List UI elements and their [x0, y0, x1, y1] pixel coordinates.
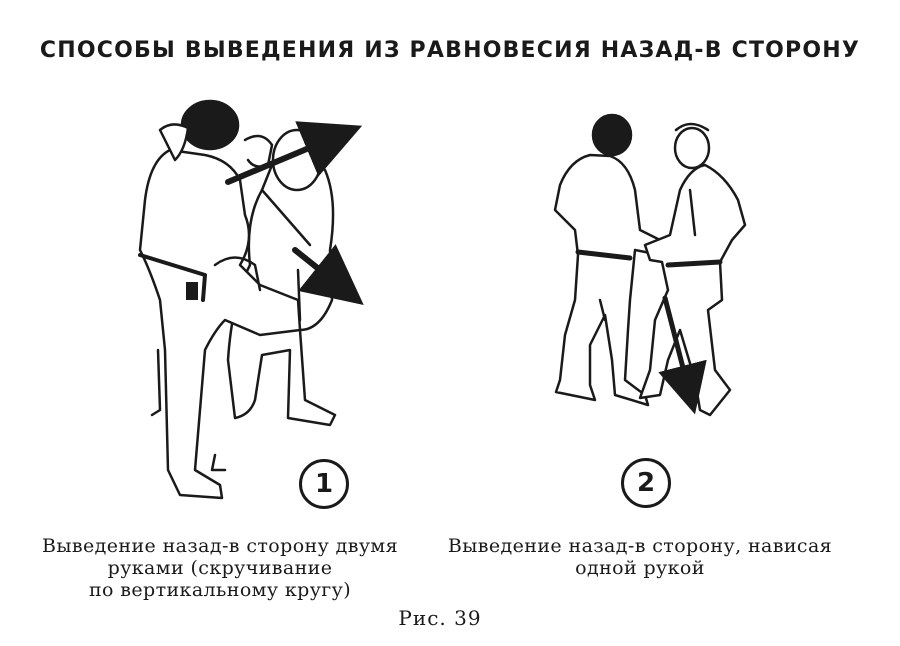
page-title: СПОСОБЫ ВЫВЕДЕНИЯ ИЗ РАВНОВЕСИЯ НАЗАД-В СТОРОНУ [39, 38, 861, 63]
figure-label: Рис. 39 [398, 606, 482, 630]
caption-line: одной рукой [575, 557, 705, 579]
figure-1-caption [20, 535, 420, 601]
figure-2-illustration [555, 115, 745, 415]
caption-line: по вертикальному кругу) [88, 579, 352, 601]
figure-1-number: 1 [299, 459, 349, 509]
figure-2-number: 2 [621, 458, 671, 508]
caption-line: Выведение назад-в сторону двумя [42, 535, 398, 557]
caption-line: Выведение назад-в сторону, нависая [447, 535, 833, 557]
caption-line: руками (скручивание [107, 557, 333, 579]
figure-2-caption [430, 535, 850, 579]
figure-1-illustration [140, 101, 345, 498]
right-fighter-figure [640, 124, 745, 415]
